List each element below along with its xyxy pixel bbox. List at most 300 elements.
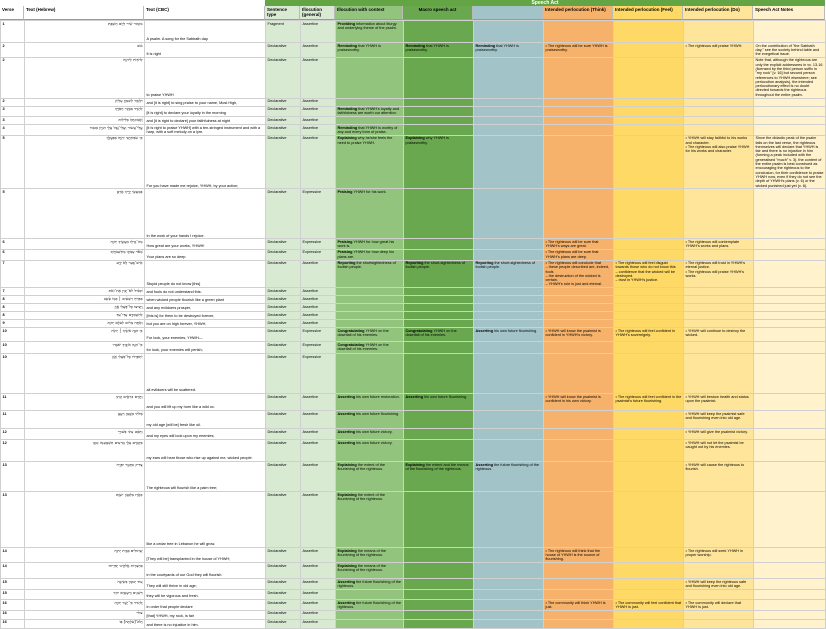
perlocution-do-cell[interactable] bbox=[684, 57, 754, 98]
header-macro-speech-act-2[interactable] bbox=[473, 6, 543, 20]
cbc-cell[interactable] bbox=[145, 619, 266, 628]
macro-speech-act-cell[interactable] bbox=[404, 610, 474, 619]
verse-cell[interactable] bbox=[1, 462, 25, 492]
macro-speech-act-cell[interactable] bbox=[404, 98, 474, 106]
perlocution-do-cell[interactable] bbox=[684, 328, 754, 342]
hebrew-cell[interactable] bbox=[25, 21, 145, 43]
illocution-context-cell[interactable] bbox=[336, 492, 404, 548]
perlocution-feel-cell[interactable] bbox=[614, 43, 684, 58]
verse-cell[interactable] bbox=[1, 98, 25, 106]
perlocution-feel-cell[interactable] bbox=[614, 117, 684, 125]
perlocution-do-cell[interactable] bbox=[684, 239, 754, 250]
perlocution-do-cell[interactable] bbox=[684, 411, 754, 429]
sentence-type-cell[interactable] bbox=[266, 312, 301, 320]
macro-speech-act-cell[interactable] bbox=[404, 304, 474, 312]
perlocution-feel-cell[interactable] bbox=[614, 342, 684, 354]
notes-cell[interactable] bbox=[754, 106, 826, 117]
notes-cell[interactable] bbox=[754, 590, 826, 600]
perlocution-feel-cell[interactable] bbox=[614, 288, 684, 296]
macro-speech-act-cell[interactable] bbox=[404, 21, 474, 43]
sentence-type-cell[interactable] bbox=[266, 354, 301, 394]
illocution-context-cell[interactable] bbox=[336, 619, 404, 628]
macro-speech-act-cell[interactable] bbox=[404, 342, 474, 354]
verse-cell[interactable] bbox=[1, 563, 25, 579]
illocution-cell[interactable] bbox=[301, 342, 336, 354]
macro-speech-act-2-cell[interactable] bbox=[474, 117, 544, 125]
notes-cell[interactable] bbox=[754, 328, 826, 342]
notes-cell[interactable] bbox=[754, 600, 826, 611]
verse-cell[interactable] bbox=[1, 610, 25, 619]
illocution-cell[interactable] bbox=[301, 260, 336, 288]
perlocution-think-cell[interactable] bbox=[544, 600, 614, 611]
macro-speech-act-cell[interactable] bbox=[404, 619, 474, 628]
hebrew-cell[interactable] bbox=[25, 320, 145, 328]
perlocution-do-cell[interactable] bbox=[684, 492, 754, 548]
macro-speech-act-cell[interactable] bbox=[404, 43, 474, 58]
perlocution-think-cell[interactable] bbox=[544, 579, 614, 590]
notes-cell[interactable] bbox=[754, 312, 826, 320]
cbc-cell[interactable] bbox=[145, 320, 266, 328]
cbc-cell[interactable] bbox=[145, 98, 266, 106]
verse-cell[interactable] bbox=[1, 239, 25, 250]
perlocution-feel-cell[interactable] bbox=[614, 354, 684, 394]
illocution-cell[interactable] bbox=[301, 328, 336, 342]
sentence-type-cell[interactable] bbox=[266, 492, 301, 548]
verse-cell[interactable] bbox=[1, 260, 25, 288]
macro-speech-act-2-cell[interactable] bbox=[474, 328, 544, 342]
header-perlocution-feel[interactable]: Intended perlocution (Feel) bbox=[613, 6, 683, 20]
sentence-type-cell[interactable] bbox=[266, 328, 301, 342]
macro-speech-act-2-cell[interactable] bbox=[474, 548, 544, 563]
verse-cell[interactable] bbox=[1, 328, 25, 342]
sentence-type-cell[interactable] bbox=[266, 462, 301, 492]
macro-speech-act-2-cell[interactable] bbox=[474, 394, 544, 411]
perlocution-do-cell[interactable] bbox=[684, 342, 754, 354]
macro-speech-act-cell[interactable] bbox=[404, 288, 474, 296]
illocution-context-cell[interactable] bbox=[336, 288, 404, 296]
hebrew-cell[interactable] bbox=[25, 492, 145, 548]
perlocution-feel-cell[interactable] bbox=[614, 429, 684, 440]
perlocution-think-cell[interactable] bbox=[544, 312, 614, 320]
perlocution-think-cell[interactable] bbox=[544, 429, 614, 440]
perlocution-do-cell[interactable] bbox=[684, 189, 754, 239]
perlocution-feel-cell[interactable] bbox=[614, 411, 684, 429]
hebrew-cell[interactable] bbox=[25, 57, 145, 98]
verse-cell[interactable] bbox=[1, 21, 25, 43]
header-hebrew[interactable]: Text (Hebrew) bbox=[24, 6, 144, 20]
illocution-context-cell[interactable] bbox=[336, 106, 404, 117]
illocution-cell[interactable] bbox=[301, 619, 336, 628]
cbc-cell[interactable] bbox=[145, 394, 266, 411]
illocution-cell[interactable] bbox=[301, 249, 336, 260]
perlocution-feel-cell[interactable] bbox=[614, 590, 684, 600]
notes-cell[interactable] bbox=[754, 21, 826, 43]
hebrew-cell[interactable] bbox=[25, 342, 145, 354]
hebrew-cell[interactable] bbox=[25, 288, 145, 296]
macro-speech-act-2-cell[interactable] bbox=[474, 249, 544, 260]
perlocution-do-cell[interactable] bbox=[684, 98, 754, 106]
verse-cell[interactable] bbox=[1, 492, 25, 548]
illocution-cell[interactable] bbox=[301, 590, 336, 600]
perlocution-think-cell[interactable] bbox=[544, 354, 614, 394]
perlocution-feel-cell[interactable] bbox=[614, 600, 684, 611]
hebrew-cell[interactable] bbox=[25, 440, 145, 462]
perlocution-think-cell[interactable] bbox=[544, 563, 614, 579]
cbc-cell[interactable] bbox=[145, 239, 266, 250]
macro-speech-act-2-cell[interactable] bbox=[474, 106, 544, 117]
hebrew-cell[interactable] bbox=[25, 43, 145, 58]
perlocution-feel-cell[interactable] bbox=[614, 548, 684, 563]
verse-cell[interactable] bbox=[1, 106, 25, 117]
perlocution-do-cell[interactable] bbox=[684, 600, 754, 611]
illocution-context-cell[interactable] bbox=[336, 304, 404, 312]
illocution-cell[interactable] bbox=[301, 288, 336, 296]
illocution-context-cell[interactable] bbox=[336, 394, 404, 411]
illocution-context-cell[interactable] bbox=[336, 125, 404, 136]
sentence-type-cell[interactable] bbox=[266, 296, 301, 304]
cbc-cell[interactable] bbox=[145, 312, 266, 320]
illocution-cell[interactable] bbox=[301, 462, 336, 492]
perlocution-feel-cell[interactable] bbox=[614, 125, 684, 136]
sentence-type-cell[interactable] bbox=[266, 43, 301, 58]
hebrew-cell[interactable] bbox=[25, 579, 145, 590]
perlocution-think-cell[interactable] bbox=[544, 590, 614, 600]
macro-speech-act-cell[interactable] bbox=[404, 354, 474, 394]
macro-speech-act-2-cell[interactable] bbox=[474, 619, 544, 628]
cbc-cell[interactable] bbox=[145, 342, 266, 354]
cbc-cell[interactable] bbox=[145, 189, 266, 239]
illocution-context-cell[interactable] bbox=[336, 135, 404, 189]
notes-cell[interactable] bbox=[754, 296, 826, 304]
perlocution-feel-cell[interactable] bbox=[614, 21, 684, 43]
notes-cell[interactable] bbox=[754, 354, 826, 394]
hebrew-cell[interactable] bbox=[25, 354, 145, 394]
macro-speech-act-cell[interactable] bbox=[404, 600, 474, 611]
cbc-cell[interactable] bbox=[145, 117, 266, 125]
perlocution-do-cell[interactable] bbox=[684, 106, 754, 117]
verse-cell[interactable] bbox=[1, 117, 25, 125]
verse-cell[interactable] bbox=[1, 440, 25, 462]
verse-cell[interactable] bbox=[1, 590, 25, 600]
cbc-cell[interactable] bbox=[145, 354, 266, 394]
notes-cell[interactable] bbox=[754, 135, 826, 189]
macro-speech-act-2-cell[interactable] bbox=[474, 98, 544, 106]
perlocution-think-cell[interactable] bbox=[544, 411, 614, 429]
verse-cell[interactable] bbox=[1, 619, 25, 628]
notes-cell[interactable] bbox=[754, 579, 826, 590]
verse-cell[interactable] bbox=[1, 135, 25, 189]
verse-cell[interactable] bbox=[1, 296, 25, 304]
verse-cell[interactable] bbox=[1, 548, 25, 563]
perlocution-think-cell[interactable] bbox=[544, 135, 614, 189]
cbc-cell[interactable] bbox=[145, 304, 266, 312]
sentence-type-cell[interactable] bbox=[266, 106, 301, 117]
perlocution-think-cell[interactable] bbox=[544, 106, 614, 117]
verse-cell[interactable] bbox=[1, 354, 25, 394]
macro-speech-act-cell[interactable] bbox=[404, 590, 474, 600]
macro-speech-act-2-cell[interactable] bbox=[474, 610, 544, 619]
hebrew-cell[interactable] bbox=[25, 189, 145, 239]
perlocution-think-cell[interactable] bbox=[544, 619, 614, 628]
perlocution-feel-cell[interactable] bbox=[614, 106, 684, 117]
macro-speech-act-2-cell[interactable] bbox=[474, 288, 544, 296]
sentence-type-cell[interactable] bbox=[266, 320, 301, 328]
perlocution-think-cell[interactable] bbox=[544, 288, 614, 296]
hebrew-cell[interactable] bbox=[25, 260, 145, 288]
sentence-type-cell[interactable] bbox=[266, 548, 301, 563]
illocution-cell[interactable] bbox=[301, 354, 336, 394]
perlocution-think-cell[interactable] bbox=[544, 57, 614, 98]
illocution-context-cell[interactable] bbox=[336, 429, 404, 440]
verse-cell[interactable] bbox=[1, 43, 25, 58]
macro-speech-act-cell[interactable] bbox=[404, 411, 474, 429]
perlocution-think-cell[interactable] bbox=[544, 249, 614, 260]
illocution-context-cell[interactable] bbox=[336, 320, 404, 328]
notes-cell[interactable] bbox=[754, 117, 826, 125]
illocution-cell[interactable] bbox=[301, 43, 336, 58]
illocution-context-cell[interactable] bbox=[336, 117, 404, 125]
hebrew-cell[interactable] bbox=[25, 98, 145, 106]
notes-cell[interactable] bbox=[754, 411, 826, 429]
macro-speech-act-cell[interactable] bbox=[404, 189, 474, 239]
illocution-context-cell[interactable] bbox=[336, 354, 404, 394]
macro-speech-act-cell[interactable] bbox=[404, 117, 474, 125]
illocution-cell[interactable] bbox=[301, 320, 336, 328]
sentence-type-cell[interactable] bbox=[266, 342, 301, 354]
notes-cell[interactable] bbox=[754, 43, 826, 58]
sentence-type-cell[interactable] bbox=[266, 590, 301, 600]
illocution-context-cell[interactable] bbox=[336, 98, 404, 106]
macro-speech-act-cell[interactable] bbox=[404, 548, 474, 563]
perlocution-feel-cell[interactable] bbox=[614, 135, 684, 189]
illocution-cell[interactable] bbox=[301, 563, 336, 579]
perlocution-do-cell[interactable] bbox=[684, 440, 754, 462]
hebrew-cell[interactable] bbox=[25, 296, 145, 304]
perlocution-feel-cell[interactable] bbox=[614, 462, 684, 492]
notes-cell[interactable] bbox=[754, 320, 826, 328]
notes-cell[interactable] bbox=[754, 125, 826, 136]
verse-cell[interactable] bbox=[1, 312, 25, 320]
notes-cell[interactable] bbox=[754, 440, 826, 462]
hebrew-cell[interactable] bbox=[25, 239, 145, 250]
perlocution-think-cell[interactable] bbox=[544, 342, 614, 354]
notes-cell[interactable] bbox=[754, 492, 826, 548]
hebrew-cell[interactable] bbox=[25, 125, 145, 136]
sentence-type-cell[interactable] bbox=[266, 619, 301, 628]
macro-speech-act-2-cell[interactable] bbox=[474, 411, 544, 429]
header-notes[interactable]: Speech Act Notes bbox=[753, 6, 825, 20]
macro-speech-act-2-cell[interactable] bbox=[474, 304, 544, 312]
hebrew-cell[interactable] bbox=[25, 610, 145, 619]
verse-cell[interactable] bbox=[1, 429, 25, 440]
macro-speech-act-cell[interactable] bbox=[404, 579, 474, 590]
sentence-type-cell[interactable] bbox=[266, 98, 301, 106]
macro-speech-act-cell[interactable] bbox=[404, 462, 474, 492]
perlocution-think-cell[interactable] bbox=[544, 117, 614, 125]
perlocution-feel-cell[interactable] bbox=[614, 563, 684, 579]
perlocution-feel-cell[interactable] bbox=[614, 57, 684, 98]
illocution-cell[interactable] bbox=[301, 98, 336, 106]
perlocution-do-cell[interactable] bbox=[684, 304, 754, 312]
perlocution-feel-cell[interactable] bbox=[614, 492, 684, 548]
illocution-context-cell[interactable] bbox=[336, 548, 404, 563]
header-cbc[interactable]: Text (CBC) bbox=[144, 6, 265, 20]
macro-speech-act-2-cell[interactable] bbox=[474, 125, 544, 136]
macro-speech-act-cell[interactable] bbox=[404, 135, 474, 189]
illocution-context-cell[interactable] bbox=[336, 411, 404, 429]
illocution-context-cell[interactable] bbox=[336, 600, 404, 611]
cbc-cell[interactable] bbox=[145, 106, 266, 117]
sentence-type-cell[interactable] bbox=[266, 249, 301, 260]
illocution-context-cell[interactable] bbox=[336, 312, 404, 320]
illocution-cell[interactable] bbox=[301, 312, 336, 320]
illocution-cell[interactable] bbox=[301, 429, 336, 440]
perlocution-think-cell[interactable] bbox=[544, 492, 614, 548]
macro-speech-act-2-cell[interactable] bbox=[474, 354, 544, 394]
perlocution-think-cell[interactable] bbox=[544, 189, 614, 239]
perlocution-feel-cell[interactable] bbox=[614, 440, 684, 462]
sentence-type-cell[interactable] bbox=[266, 117, 301, 125]
perlocution-feel-cell[interactable] bbox=[614, 98, 684, 106]
perlocution-do-cell[interactable] bbox=[684, 312, 754, 320]
macro-speech-act-2-cell[interactable] bbox=[474, 260, 544, 288]
illocution-context-cell[interactable] bbox=[336, 239, 404, 250]
hebrew-cell[interactable] bbox=[25, 117, 145, 125]
macro-speech-act-2-cell[interactable] bbox=[474, 462, 544, 492]
macro-speech-act-cell[interactable] bbox=[404, 394, 474, 411]
perlocution-think-cell[interactable] bbox=[544, 125, 614, 136]
notes-cell[interactable] bbox=[754, 239, 826, 250]
verse-cell[interactable] bbox=[1, 342, 25, 354]
macro-speech-act-cell[interactable] bbox=[404, 57, 474, 98]
macro-speech-act-cell[interactable] bbox=[404, 440, 474, 462]
perlocution-feel-cell[interactable] bbox=[614, 394, 684, 411]
verse-cell[interactable] bbox=[1, 579, 25, 590]
sentence-type-cell[interactable] bbox=[266, 429, 301, 440]
hebrew-cell[interactable] bbox=[25, 619, 145, 628]
perlocution-think-cell[interactable] bbox=[544, 260, 614, 288]
sentence-type-cell[interactable] bbox=[266, 411, 301, 429]
macro-speech-act-2-cell[interactable] bbox=[474, 43, 544, 58]
macro-speech-act-cell[interactable] bbox=[404, 328, 474, 342]
illocution-context-cell[interactable] bbox=[336, 590, 404, 600]
cbc-cell[interactable] bbox=[145, 563, 266, 579]
illocution-context-cell[interactable] bbox=[336, 579, 404, 590]
sentence-type-cell[interactable] bbox=[266, 304, 301, 312]
cbc-cell[interactable] bbox=[145, 288, 266, 296]
notes-cell[interactable] bbox=[754, 189, 826, 239]
illocution-cell[interactable] bbox=[301, 610, 336, 619]
illocution-cell[interactable] bbox=[301, 117, 336, 125]
perlocution-do-cell[interactable] bbox=[684, 125, 754, 136]
verse-cell[interactable] bbox=[1, 600, 25, 611]
sentence-type-cell[interactable] bbox=[266, 21, 301, 43]
macro-speech-act-2-cell[interactable] bbox=[474, 189, 544, 239]
hebrew-cell[interactable] bbox=[25, 304, 145, 312]
macro-speech-act-2-cell[interactable] bbox=[474, 600, 544, 611]
hebrew-cell[interactable] bbox=[25, 548, 145, 563]
verse-cell[interactable] bbox=[1, 304, 25, 312]
cbc-cell[interactable] bbox=[145, 328, 266, 342]
illocution-cell[interactable] bbox=[301, 135, 336, 189]
macro-speech-act-cell[interactable] bbox=[404, 125, 474, 136]
perlocution-think-cell[interactable] bbox=[544, 304, 614, 312]
illocution-context-cell[interactable] bbox=[336, 43, 404, 58]
notes-cell[interactable] bbox=[754, 249, 826, 260]
perlocution-think-cell[interactable] bbox=[544, 328, 614, 342]
sentence-type-cell[interactable] bbox=[266, 579, 301, 590]
hebrew-cell[interactable] bbox=[25, 312, 145, 320]
verse-cell[interactable] bbox=[1, 394, 25, 411]
notes-cell[interactable] bbox=[754, 288, 826, 296]
cbc-cell[interactable] bbox=[145, 21, 266, 43]
notes-cell[interactable] bbox=[754, 57, 826, 98]
macro-speech-act-2-cell[interactable] bbox=[474, 57, 544, 98]
perlocution-feel-cell[interactable] bbox=[614, 320, 684, 328]
perlocution-think-cell[interactable] bbox=[544, 440, 614, 462]
perlocution-do-cell[interactable] bbox=[684, 394, 754, 411]
cbc-cell[interactable] bbox=[145, 590, 266, 600]
illocution-cell[interactable] bbox=[301, 296, 336, 304]
perlocution-do-cell[interactable] bbox=[684, 320, 754, 328]
macro-speech-act-2-cell[interactable] bbox=[474, 563, 544, 579]
header-illocution-context[interactable]: Illocution with context bbox=[335, 6, 403, 20]
perlocution-do-cell[interactable] bbox=[684, 548, 754, 563]
illocution-cell[interactable] bbox=[301, 189, 336, 239]
hebrew-cell[interactable] bbox=[25, 462, 145, 492]
sentence-type-cell[interactable] bbox=[266, 288, 301, 296]
macro-speech-act-cell[interactable] bbox=[404, 296, 474, 304]
macro-speech-act-2-cell[interactable] bbox=[474, 342, 544, 354]
illocution-cell[interactable] bbox=[301, 304, 336, 312]
illocution-context-cell[interactable] bbox=[336, 57, 404, 98]
illocution-context-cell[interactable] bbox=[336, 21, 404, 43]
cbc-cell[interactable] bbox=[145, 440, 266, 462]
illocution-context-cell[interactable] bbox=[336, 440, 404, 462]
hebrew-cell[interactable] bbox=[25, 563, 145, 579]
perlocution-feel-cell[interactable] bbox=[614, 296, 684, 304]
notes-cell[interactable] bbox=[754, 260, 826, 288]
macro-speech-act-2-cell[interactable] bbox=[474, 590, 544, 600]
verse-cell[interactable] bbox=[1, 57, 25, 98]
sentence-type-cell[interactable] bbox=[266, 189, 301, 239]
illocution-context-cell[interactable] bbox=[336, 563, 404, 579]
perlocution-do-cell[interactable] bbox=[684, 354, 754, 394]
macro-speech-act-2-cell[interactable] bbox=[474, 21, 544, 43]
perlocution-feel-cell[interactable] bbox=[614, 189, 684, 239]
perlocution-think-cell[interactable] bbox=[544, 239, 614, 250]
hebrew-cell[interactable] bbox=[25, 394, 145, 411]
cbc-cell[interactable] bbox=[145, 411, 266, 429]
perlocution-do-cell[interactable] bbox=[684, 563, 754, 579]
perlocution-do-cell[interactable] bbox=[684, 619, 754, 628]
notes-cell[interactable] bbox=[754, 98, 826, 106]
perlocution-do-cell[interactable] bbox=[684, 590, 754, 600]
sentence-type-cell[interactable] bbox=[266, 239, 301, 250]
verse-cell[interactable] bbox=[1, 125, 25, 136]
header-verse[interactable]: Verse bbox=[0, 6, 24, 20]
perlocution-think-cell[interactable] bbox=[544, 296, 614, 304]
perlocution-do-cell[interactable] bbox=[684, 43, 754, 58]
perlocution-think-cell[interactable] bbox=[544, 98, 614, 106]
cbc-cell[interactable] bbox=[145, 462, 266, 492]
macro-speech-act-2-cell[interactable] bbox=[474, 579, 544, 590]
illocution-context-cell[interactable] bbox=[336, 249, 404, 260]
verse-cell[interactable] bbox=[1, 189, 25, 239]
hebrew-cell[interactable] bbox=[25, 411, 145, 429]
cbc-cell[interactable] bbox=[145, 579, 266, 590]
illocution-context-cell[interactable] bbox=[336, 296, 404, 304]
